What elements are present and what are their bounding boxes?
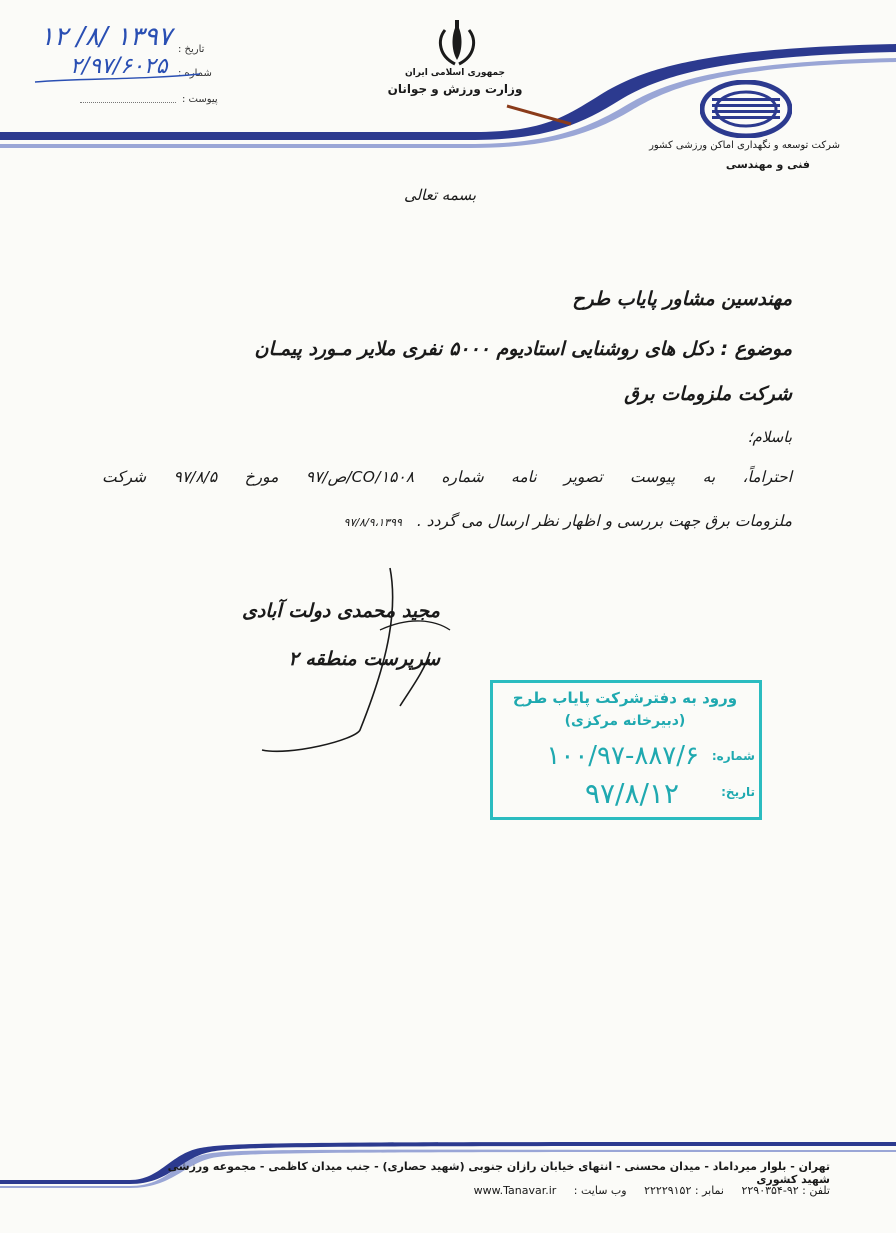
letter-subject: موضوع : دکل های روشنایی استادیوم ۵۰۰۰ نفری ملایر مـورد پیمـان (254, 338, 792, 360)
letter-body-date-note: ۹۷/۸/۹،۱۳۹۹ (343, 516, 402, 529)
footer-contact (300, 1184, 830, 1197)
letter-body-line-2 (102, 512, 792, 530)
company-department: فنی و مهندسی (725, 158, 810, 171)
footer-address: تهران - بلوار میرداماد - میدان محسنی - انتهای خیابان رازان جنوبی (شهید حصاری) - جنب میدان کاظمی - مجموعه ورزشی شهید کشوری (167, 1160, 830, 1186)
handwritten-underline (30, 62, 210, 92)
ministry-name: وزارت ورزش و جوانان (387, 82, 523, 96)
basmala: بسمه تعالی (403, 186, 477, 204)
signer-title: سرپرست منطقه ۲ (288, 648, 440, 670)
number-label: شماره : (178, 68, 212, 79)
handwritten-date: ۱۳۹۷ /۸/ ۱۲ (40, 22, 172, 52)
attachment-label: پیوست : (182, 94, 218, 105)
stamp-date-value: ۹۷/۸/۱۲ (584, 777, 679, 810)
signer-name: مجید محمدی دولت آبادی (241, 600, 440, 622)
stamp-subtitle: (دبیرخانه مرکزی) (564, 713, 686, 729)
letter-body-text: ملزومات برق جهت بررسی و اظهار نظر ارسال می گردد . (416, 512, 792, 530)
date-label: تاریخ : (178, 44, 205, 55)
iran-emblem-icon (425, 20, 489, 70)
receipt-stamp (490, 680, 762, 820)
government-name: جمهوری اسلامی ایران (404, 68, 506, 78)
letter-subject-continuation: شرکت ملزومات برق (624, 383, 792, 405)
footer-website-link[interactable]: www.Tanavar.ir (473, 1184, 557, 1197)
letter-body-line-1: احتراماً، به پیوست تصویر نامه شماره CO/۱۵۰۸/ص/۹۷ مورخ ۹۷/۸/۵ شرکت (102, 468, 793, 486)
pen-stroke (505, 100, 575, 130)
attachment-line (80, 102, 176, 103)
stamp-number-value: ۱۰۰/۹۷-۸۸۷/۶ (546, 741, 699, 771)
letter-recipient: مهندسین مشاور پایاب طرح (572, 288, 792, 310)
handwritten-number: ۲/۹۷/۶۰۲۵ (70, 54, 168, 79)
footer-phone: تلفن : ۹۲-۲۲۹۰۳۵۴ (741, 1184, 830, 1197)
stamp-title: ورود به دفترشرکت پایاب طرح (512, 689, 738, 707)
company-logo-icon (700, 80, 792, 138)
stamp-date-label: تاریخ: (721, 785, 755, 799)
letter-greeting: باسلام؛ (747, 428, 792, 446)
company-name: شرکت توسعه و نگهداری اماکن ورزشی کشور (649, 140, 840, 151)
footer-fax: نمابر : ۲۲۲۲۹۱۵۲ (644, 1184, 724, 1197)
stamp-number-label: شماره: (711, 749, 755, 763)
footer-website-label: وب سایت : (573, 1184, 627, 1197)
